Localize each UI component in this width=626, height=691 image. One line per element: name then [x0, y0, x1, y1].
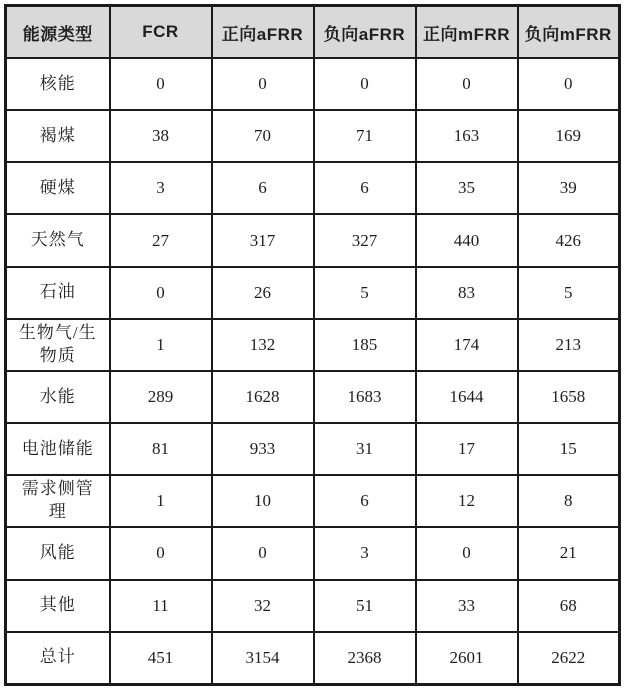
data-cell: 70 [212, 110, 314, 162]
data-cell: 0 [110, 58, 212, 110]
data-cell: 933 [212, 423, 314, 475]
data-cell: 451 [110, 632, 212, 685]
header-cell-fcr: FCR [110, 6, 212, 59]
row-label: 褐煤 [6, 110, 110, 162]
data-cell: 1 [110, 475, 212, 527]
data-cell: 6 [212, 162, 314, 214]
data-cell: 38 [110, 110, 212, 162]
table-row-biogas-biomass [6, 319, 620, 371]
data-cell: 0 [314, 58, 416, 110]
data-cell: 71 [314, 110, 416, 162]
data-cell: 327 [314, 214, 416, 266]
data-cell: 3 [314, 527, 416, 579]
data-cell: 1 [110, 319, 212, 371]
table-row-natural-gas [6, 214, 620, 266]
table-row-lignite [6, 110, 620, 162]
data-cell: 31 [314, 423, 416, 475]
data-cell: 174 [416, 319, 518, 371]
data-cell: 3 [110, 162, 212, 214]
row-label: 风能 [6, 527, 110, 579]
data-cell: 3154 [212, 632, 314, 685]
table-row-total [6, 632, 620, 685]
header-cell-pos-mfrr: 正向mFRR [416, 6, 518, 59]
data-cell: 27 [110, 214, 212, 266]
data-cell: 21 [518, 527, 620, 579]
data-cell: 2368 [314, 632, 416, 685]
table-row-battery-storage [6, 423, 620, 475]
data-cell: 6 [314, 162, 416, 214]
data-cell: 2601 [416, 632, 518, 685]
energy-reserve-table [4, 4, 621, 686]
data-cell: 39 [518, 162, 620, 214]
data-cell: 5 [518, 267, 620, 319]
row-label: 硬煤 [6, 162, 110, 214]
header-cell-neg-mfrr: 负向mFRR [518, 6, 620, 59]
row-label: 电池储能 [6, 423, 110, 475]
data-cell: 12 [416, 475, 518, 527]
table-row-hydro [6, 371, 620, 423]
data-cell: 11 [110, 580, 212, 632]
row-label: 核能 [6, 58, 110, 110]
table-row-wind [6, 527, 620, 579]
energy-table-container [4, 4, 622, 687]
data-cell: 0 [416, 527, 518, 579]
data-cell: 1644 [416, 371, 518, 423]
data-cell: 32 [212, 580, 314, 632]
data-cell: 0 [110, 267, 212, 319]
table-header-row [6, 6, 620, 59]
data-cell: 8 [518, 475, 620, 527]
data-cell: 0 [416, 58, 518, 110]
data-cell: 33 [416, 580, 518, 632]
data-cell: 68 [518, 580, 620, 632]
data-cell: 26 [212, 267, 314, 319]
data-cell: 0 [110, 527, 212, 579]
data-cell: 17 [416, 423, 518, 475]
data-cell: 185 [314, 319, 416, 371]
data-cell: 83 [416, 267, 518, 319]
row-label: 需求侧管理 [6, 475, 110, 527]
data-cell: 213 [518, 319, 620, 371]
data-cell: 6 [314, 475, 416, 527]
row-label: 石油 [6, 267, 110, 319]
table-row-hard-coal [6, 162, 620, 214]
data-cell: 35 [416, 162, 518, 214]
data-cell: 0 [212, 58, 314, 110]
data-cell: 51 [314, 580, 416, 632]
row-label: 天然气 [6, 214, 110, 266]
header-cell-pos-afrr: 正向aFRR [212, 6, 314, 59]
row-label: 其他 [6, 580, 110, 632]
data-cell: 5 [314, 267, 416, 319]
table-row-other [6, 580, 620, 632]
header-cell-neg-afrr: 负向aFRR [314, 6, 416, 59]
data-cell: 426 [518, 214, 620, 266]
data-cell: 2622 [518, 632, 620, 685]
table-row-nuclear [6, 58, 620, 110]
data-cell: 1658 [518, 371, 620, 423]
data-cell: 10 [212, 475, 314, 527]
data-cell: 317 [212, 214, 314, 266]
table-row-oil [6, 267, 620, 319]
data-cell: 169 [518, 110, 620, 162]
table-row-demand-side [6, 475, 620, 527]
data-cell: 163 [416, 110, 518, 162]
row-label: 总计 [6, 632, 110, 685]
data-cell: 440 [416, 214, 518, 266]
row-label: 水能 [6, 371, 110, 423]
data-cell: 1628 [212, 371, 314, 423]
data-cell: 132 [212, 319, 314, 371]
data-cell: 289 [110, 371, 212, 423]
data-cell: 81 [110, 423, 212, 475]
data-cell: 1683 [314, 371, 416, 423]
header-cell-energy-type: 能源类型 [6, 6, 110, 59]
data-cell: 15 [518, 423, 620, 475]
data-cell: 0 [518, 58, 620, 110]
data-cell: 0 [212, 527, 314, 579]
row-label: 生物气/生物质 [6, 319, 110, 371]
